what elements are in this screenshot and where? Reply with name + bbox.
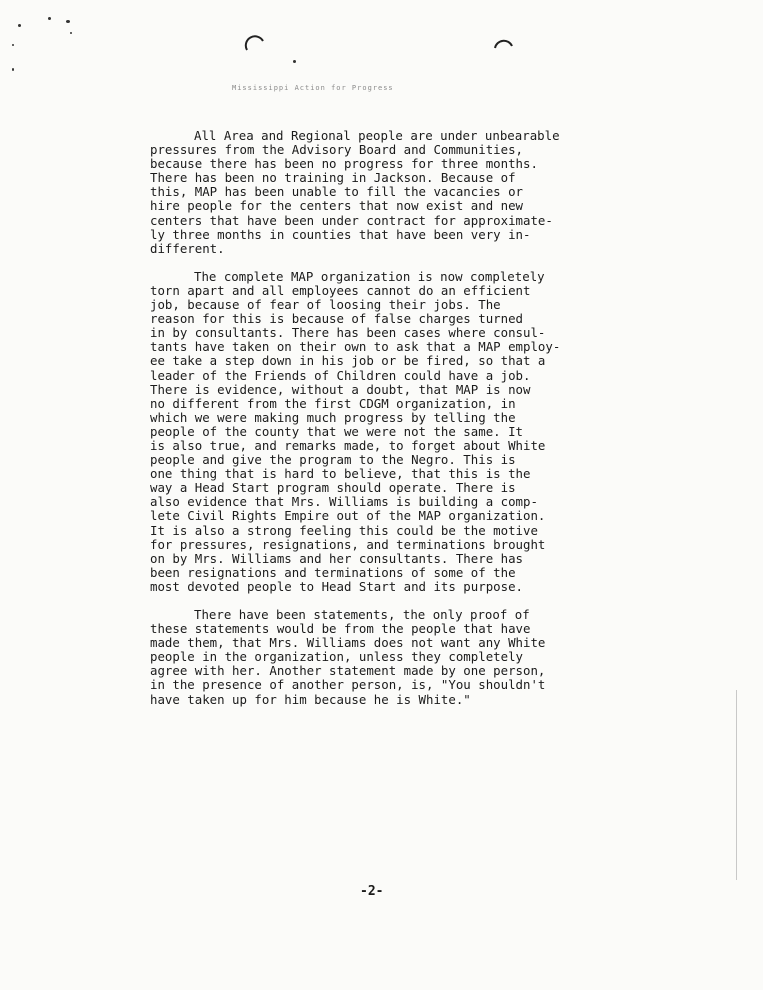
scan-speck	[12, 68, 14, 71]
text-line: hire people for the centers that now exist and new	[150, 198, 523, 214]
scan-speck	[48, 17, 51, 20]
text-line: have taken up for him because he is White."	[150, 691, 471, 707]
text-line: people of the county that we were not the same. It	[150, 423, 523, 439]
scan-speck	[293, 60, 296, 63]
text-line: no different from the first CDGM organization, in	[150, 395, 516, 411]
text-line: There has been no training in Jackson. Because of	[150, 170, 516, 186]
text-line: It is also a strong feeling this could be the motive	[150, 522, 538, 538]
text-line: in by consultants. There has been cases where consul-	[150, 325, 546, 341]
scan-speck	[70, 32, 72, 34]
text-line: There have been statements, the only proof of	[194, 607, 530, 622]
text-line: because there has been no progress for three months.	[150, 156, 538, 172]
text-line: also evidence that Mrs. Williams is building a comp-	[150, 494, 538, 510]
text-line: for pressures, resignations, and terminations brought	[150, 536, 546, 552]
text-line: different.	[150, 240, 225, 256]
scan-speck	[18, 24, 21, 27]
punch-hole-mark-right	[492, 32, 514, 54]
text-line: centers that have been under contract for approximate-	[150, 212, 553, 228]
text-line: on by Mrs. Williams and her consultants. There has	[150, 550, 523, 566]
text-line: agree with her. Another statement made by one person,	[150, 663, 546, 679]
text-line: tants have taken on their own to ask that a MAP employ-	[150, 339, 561, 355]
text-line: which we were making much progress by telling the	[150, 409, 516, 425]
margin-scan-line	[736, 690, 737, 880]
text-line: one thing that is hard to believe, that this is the	[150, 466, 531, 482]
text-line: is also true, and remarks made, to forget about White	[150, 437, 546, 453]
text-line: job, because of fear of loosing their jobs. The	[150, 297, 501, 313]
paragraph-1	[150, 129, 620, 256]
text-line: There is evidence, without a doubt, that MAP is now	[150, 381, 531, 397]
scan-speck	[66, 20, 70, 23]
page-number: -2-	[360, 884, 384, 899]
text-line: pressures from the Advisory Board and Communities,	[150, 142, 523, 158]
text-line: ee take a step down in his job or be fired, so that a	[150, 353, 546, 369]
text-line: this, MAP has been unable to fill the vacancies or	[150, 184, 523, 200]
paragraph-2	[150, 270, 620, 594]
text-line: been resignations and terminations of some of the	[150, 564, 516, 580]
text-line: leader of the Friends of Children could have a job.	[150, 367, 531, 383]
letter-body	[150, 129, 620, 707]
text-line: these statements would be from the people that have	[150, 621, 531, 637]
text-line: made them, that Mrs. Williams does not want any White	[150, 635, 546, 651]
paragraph-3	[150, 608, 620, 707]
text-line: lete Civil Rights Empire out of the MAP organization.	[150, 508, 546, 524]
text-line: The complete MAP organization is now completely	[194, 268, 545, 284]
faint-header-text: Mississippi Action for Progress	[232, 84, 394, 92]
text-line: most devoted people to Head Start and its purpose.	[150, 578, 523, 594]
punch-hole-mark-left	[244, 32, 266, 54]
text-line: ly three months in counties that have been very in-	[150, 226, 531, 242]
text-line: reason for this is because of false charges turned	[150, 311, 523, 327]
text-line: in the presence of another person, is, "You shouldn't	[150, 677, 546, 693]
scan-speck	[12, 44, 14, 46]
text-line: All Area and Regional people are under unbearable	[194, 128, 560, 143]
text-line: torn apart and all employees cannot do an efficient	[150, 282, 531, 298]
text-line: way a Head Start program should operate. There is	[150, 480, 516, 496]
text-line: people and give the program to the Negro. This is	[150, 452, 516, 468]
text-line: people in the organization, unless they completely	[150, 649, 523, 665]
